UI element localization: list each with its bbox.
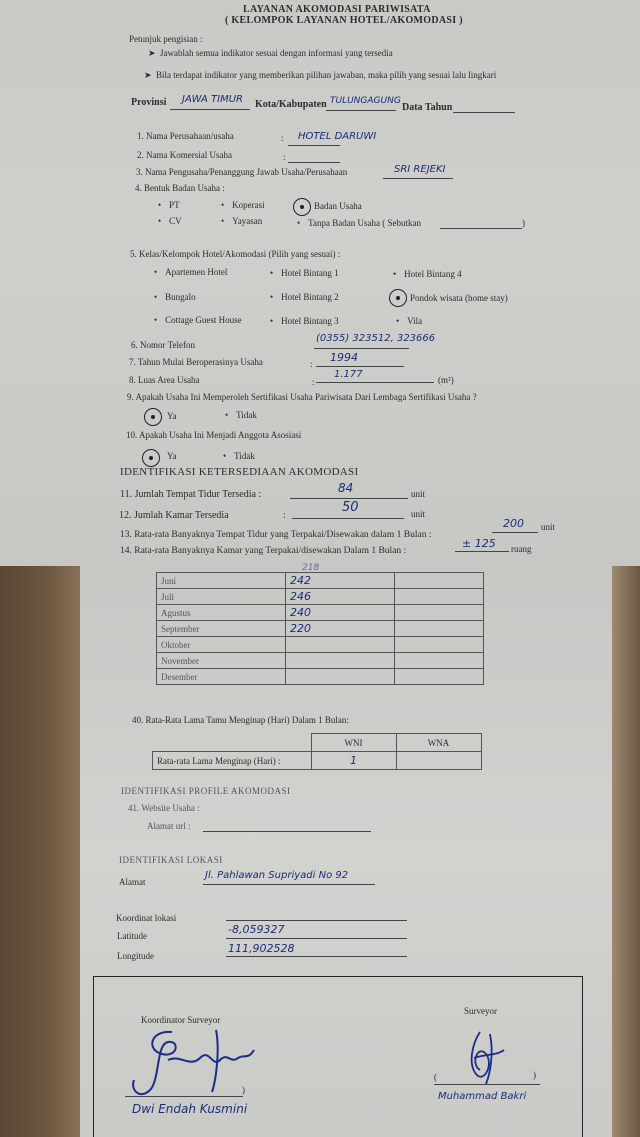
field-11-unit: unit (411, 489, 426, 499)
option-tanpa-badan-usaha[interactable]: • Tanpa Badan Usaha ( Sebutkan (297, 218, 421, 228)
field-13-underline (492, 532, 538, 533)
table-row (153, 752, 482, 770)
kelas-option[interactable]: • Cottage Guest House (154, 315, 242, 325)
field-10-ya[interactable]: Ya (167, 451, 177, 461)
table-row: September 220 (157, 621, 484, 637)
selected-circle-icon (144, 408, 162, 426)
arrow-icon: ➤ (148, 48, 161, 58)
field-8-underline (316, 382, 434, 383)
kelas-option[interactable]: • Hotel Bintang 3 (270, 316, 339, 326)
field-9-ya[interactable]: Ya (167, 411, 177, 421)
field-40-label: 40. Rata-Rata Lama Tamu Menginap (Hari) Dalam 1 Bulan: (132, 715, 349, 725)
field-3-label: 3. Nama Pengusaha/Penanggung Jawab Usaha/Perusahaan (136, 167, 348, 177)
field-2-underline[interactable] (288, 162, 340, 163)
column-header-wna: WNA (396, 734, 481, 752)
tanpa-underline[interactable] (440, 228, 522, 229)
field-14-unit: ruang (511, 544, 532, 554)
field-6-label: 6. Nomor Telefon (131, 340, 195, 350)
field-8-value[interactable]: 1.177 (334, 369, 363, 380)
kelas-option-selected[interactable]: Pondok wisata (home stay) (410, 293, 508, 303)
row-label: Rata-rata Lama Menginap (Hari) : (153, 752, 312, 770)
field-3-value[interactable]: SRI REJEKI (394, 164, 446, 175)
latitude-underline (226, 938, 407, 939)
longitude-label: Longitude (117, 951, 154, 961)
selected-circle-icon (293, 198, 311, 216)
option-cv[interactable]: • CV (158, 216, 182, 226)
alamat-value[interactable]: Jl. Pahlawan Supriyadi No 92 (205, 870, 349, 881)
kota-underline (326, 110, 396, 111)
table-surface (0, 566, 80, 1137)
length-of-stay-table (152, 733, 482, 770)
field-41-label: 41. Website Usaha : (128, 803, 200, 813)
latitude-label: Latitude (117, 931, 147, 941)
colon: : (283, 510, 286, 521)
field-14-label: 14. Rata-rata Banyaknya Kamar yang Terpakai/disewakan Dalam 1 Bulan : (120, 546, 407, 556)
form-subtitle: ( KELOMPOK LAYANAN HOTEL/AKOMODASI ) (225, 15, 463, 26)
field-11-label: 11. Jumlah Tempat Tidur Tersedia : (120, 489, 262, 500)
selected-circle-icon (142, 449, 160, 467)
tahun-label: Data Tahun (402, 102, 453, 113)
table-row: Oktober (157, 637, 484, 653)
kelas-option[interactable]: • Apartemen Hotel (154, 267, 227, 277)
field-8-label: 8. Luas Area Usaha (129, 375, 200, 385)
latitude-value[interactable]: -8,059327 (228, 923, 285, 936)
scribble-text: 218 (302, 563, 320, 573)
form-title: LAYANAN AKOMODASI PARIWISATA (243, 4, 431, 15)
table-surface (612, 566, 640, 1137)
kelas-option[interactable]: • Hotel Bintang 2 (270, 292, 339, 302)
colon: : (310, 359, 313, 369)
field-12-value[interactable]: 50 (342, 500, 359, 515)
section-heading-ketersediaan: IDENTIFIKASI KETERSEDIAAN AKOMODASI (120, 466, 359, 478)
coordinator-sign-line (125, 1096, 243, 1097)
wni-value[interactable]: 1 (311, 752, 396, 770)
monthly-occupancy-table (156, 572, 484, 685)
table-row (153, 734, 482, 752)
instructions-label: Petunjuk pengisian : (129, 34, 203, 44)
alamat-url-label: Alamat url : (147, 821, 191, 831)
instruction-item: ➤ Bila terdapat indikator yang memberikan pilihan jawaban, maka pilih yang sesuai lalu lingkari (144, 70, 497, 80)
koordinat-underline[interactable] (226, 920, 407, 921)
paren-close: ) (242, 1085, 245, 1095)
kota-value[interactable]: TULUNGAGUNG (330, 96, 401, 106)
field-4-label: 4. Bentuk Badan Usaha : (135, 183, 225, 193)
field-13-label: 13. Rata-rata Banyaknya Tempat Tidur yang Terpakai/Disewakan dalam 1 Bulan : (120, 530, 432, 540)
field-9-label: 9. Apakah Usaha Ini Memperoleh Sertifikasi Usaha Pariwisata Dari Lembaga Sertifikasi Usaha ? (127, 392, 477, 402)
colon: : (281, 133, 284, 143)
longitude-underline (226, 956, 407, 957)
form-page-top (0, 0, 640, 566)
koordinat-label: Koordinat lokasi (116, 913, 177, 923)
field-1-label: 1. Nama Perusahaan/usaha (137, 131, 234, 141)
field-10-label: 10. Apakah Usaha Ini Menjadi Anggota Asosiasi (126, 430, 302, 440)
arrow-icon: ➤ (144, 70, 157, 80)
field-9-tidak[interactable]: • Tidak (225, 410, 257, 420)
field-1-underline (288, 145, 340, 146)
selected-circle-icon (389, 289, 407, 307)
table-row: November (157, 653, 484, 669)
tahun-underline[interactable] (453, 112, 515, 113)
column-header-wni: WNI (311, 734, 396, 752)
instruction-item: ➤ Jawablah semua indikator sesuai dengan informasi yang tersedia (148, 48, 393, 58)
kelas-option[interactable]: • Hotel Bintang 1 (270, 268, 339, 278)
table-row: Juni 242 (157, 573, 484, 589)
paren-close: ) (522, 218, 525, 228)
wna-value[interactable] (396, 752, 481, 770)
table-row: Desember (157, 669, 484, 685)
kelas-option[interactable]: • Vila (396, 316, 422, 326)
kelas-option[interactable]: • Hotel Bintang 4 (393, 269, 462, 279)
option-koperasi[interactable]: • Koperasi (221, 200, 265, 210)
provinsi-underline (170, 109, 250, 110)
kota-label: Kota/Kabupaten (255, 99, 327, 110)
table-row: Agustus 240 (157, 605, 484, 621)
field-12-label: 12. Jumlah Kamar Tersedia (119, 510, 229, 521)
option-pt[interactable]: • PT (158, 200, 180, 210)
kelas-option[interactable]: • Bungalo (154, 292, 196, 302)
field-3-underline (383, 178, 453, 179)
field-6-value[interactable]: (0355) 323512, 323666 (316, 333, 436, 344)
field-13-value[interactable]: 200 (503, 517, 524, 530)
field-7-underline (316, 366, 404, 367)
field-6-underline (314, 348, 409, 349)
alamat-label: Alamat (119, 877, 146, 887)
alamat-url-underline[interactable] (203, 831, 371, 832)
field-2-label: 2. Nama Komersial Usaha (137, 150, 232, 160)
colon: : (312, 377, 315, 387)
field-14-value[interactable]: ± 125 (462, 537, 496, 550)
field-8-unit: (m²) (438, 375, 454, 385)
paren-open: ( (434, 1072, 437, 1082)
provinsi-label: Provinsi (131, 97, 167, 108)
field-12-underline (292, 518, 404, 519)
field-10-tidak[interactable]: • Tidak (223, 451, 255, 461)
option-yayasan[interactable]: • Yayasan (221, 216, 262, 226)
table-row: Juli 246 (157, 589, 484, 605)
field-12-unit: unit (411, 509, 426, 519)
field-7-value[interactable]: 1994 (330, 351, 358, 364)
section-heading-lokasi: IDENTIFIKASI LOKASI (119, 855, 223, 865)
field-13-unit: unit (541, 522, 556, 532)
surveyor-name: Muhammad Bakri (438, 1091, 527, 1102)
provinsi-value[interactable]: JAWA TIMUR (182, 94, 243, 105)
field-5-label: 5. Kelas/Kelompok Hotel/Akomodasi (Pilih yang sesuai) : (130, 249, 341, 259)
paren-close: ) (533, 1070, 536, 1080)
field-1-value[interactable]: HOTEL DARUWI (298, 131, 377, 142)
coordinator-name: Dwi Endah Kusmini (132, 1102, 248, 1116)
colon: : (283, 152, 286, 162)
field-11-value[interactable]: 84 (338, 481, 354, 495)
coordinator-label: Koordinator Surveyor (141, 1015, 221, 1025)
option-badan-usaha[interactable]: Badan Usaha (314, 201, 362, 211)
field-14-underline (455, 551, 509, 552)
field-11-underline (290, 498, 408, 499)
section-heading-profile: IDENTIFIKASI PROFILE AKOMODASI (121, 786, 291, 796)
surveyor-label: Surveyor (464, 1006, 497, 1016)
field-7-label: 7. Tahun Mulai Beroperasinya Usaha (129, 357, 263, 367)
alamat-underline (203, 884, 375, 885)
surveyor-sign-line (434, 1084, 540, 1085)
longitude-value[interactable]: 111,902528 (228, 942, 295, 955)
